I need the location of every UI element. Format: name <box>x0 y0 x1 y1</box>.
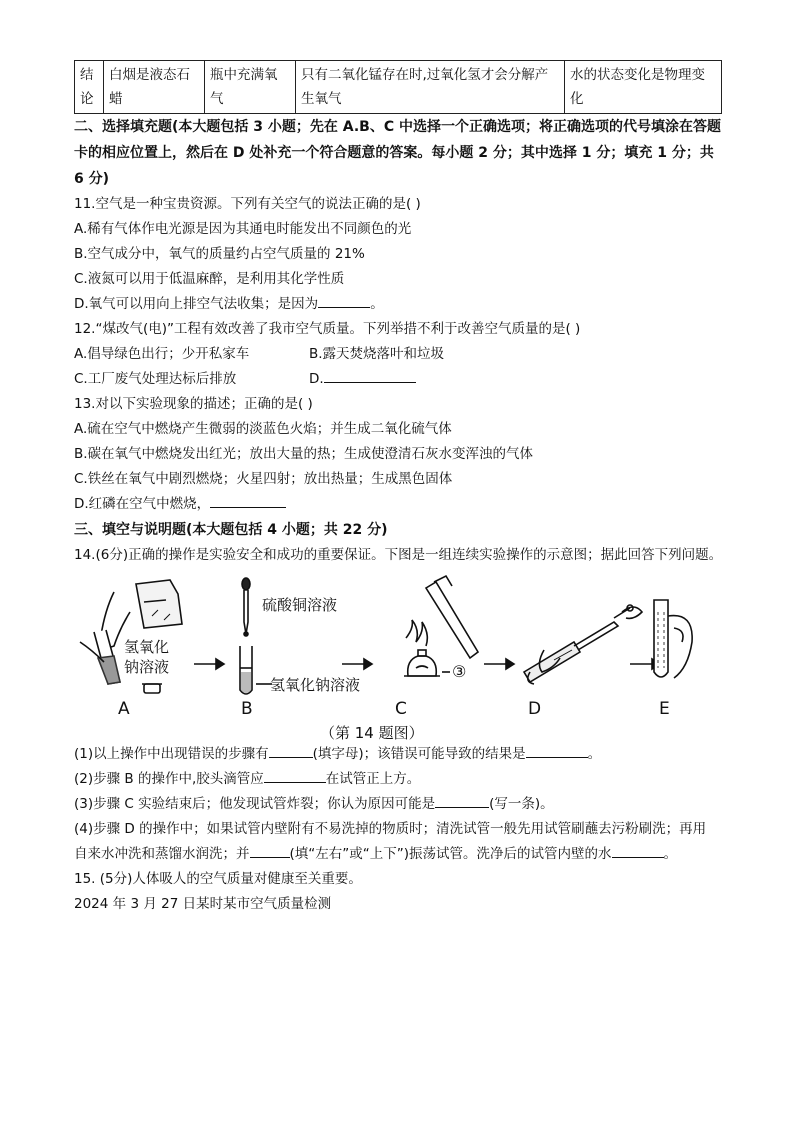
q14-part1-text-b: (填字母)；该错误可能导致的结果是 <box>312 746 526 762</box>
q14-part4-text-b: 自来水冲洗和蒸馏水润洗；并 <box>74 846 250 862</box>
q13-option-d <box>74 492 724 517</box>
q12-stem: 12.“煤改气(电)”工程有效改善了我市空气质量。下列举措不利于改善空气质量的是( ) <box>74 321 581 337</box>
label-naoh-a-line1: 氢氧化 <box>124 638 170 656</box>
q14-part4-text-c: (填“左右”或“上下”)振荡试管。洗净后的试管内壁的水 <box>289 846 612 862</box>
step-e-illustration <box>654 600 692 678</box>
label-naoh-b: 氢氧化钠溶液 <box>270 676 361 694</box>
answer-blank[interactable] <box>435 792 489 808</box>
label-naoh-a-line2: 钠溶液 <box>124 658 170 676</box>
q12-option-d-text: D. <box>309 371 324 387</box>
q15-subtitle: 2024 年 3 月 27 日某时某市空气质量检测 <box>74 896 332 912</box>
q14-part1 <box>74 742 724 767</box>
step-label-e: E <box>659 699 670 719</box>
q13-option-d-text: D.红磷在空气中燃烧， <box>74 496 211 512</box>
q14-part2-text-a: (2)步骤 B 的操作中,胶头滴管应 <box>74 771 264 787</box>
q14-figure <box>74 572 724 742</box>
q14-part3-text-a: (3)步骤 C 实验结束后；他发现试管炸裂；你认为原因可能是 <box>74 796 436 812</box>
q11-option-d-text: D.氧气可以用向上排空气法收集；是因为 <box>74 296 319 312</box>
q12-options-row1 <box>74 342 724 367</box>
q13-option-c: C.铁丝在氧气中剧烈燃烧；火星四射；放出热量；生成黑色固体 <box>74 471 453 487</box>
answer-blank[interactable] <box>210 492 286 508</box>
answer-blank[interactable] <box>250 842 290 858</box>
label-circled-3: ③ <box>452 662 467 681</box>
table-cell-3: 只有二氧化锰存在时,过氧化氢才会分解产生氧气 <box>296 61 565 114</box>
table-row <box>75 61 722 114</box>
q13-stem: 13.对以下实验现象的描述；正确的是( ) <box>74 396 313 412</box>
q12-option-c: C.工厂废气处理达标后排放 <box>74 371 237 387</box>
answer-blank[interactable] <box>269 742 313 758</box>
step-label-c: C <box>395 699 407 719</box>
q11-option-b: B.空气成分中，氧气的质量约占空气质量的 21% <box>74 246 365 262</box>
section2-heading: 二、选择填充题(本大题包括 3 小题；先在 A.B、C 中选择一个正确选项；将正确选项的代号填涂在答题卡的相应位置上，然后在 D 处补充一个符合题意的答案。每小题 2 分；其中选择 1 分；填充 1 分；共 6 分) <box>74 119 721 187</box>
answer-blank[interactable] <box>526 742 588 758</box>
q13-option-a: A.硫在空气中燃烧产生微弱的淡蓝色火焰；并生成二氧化硫气体 <box>74 421 452 437</box>
q14-part2-text-b: 在试管正上方。 <box>325 771 421 787</box>
answer-blank[interactable] <box>264 767 326 783</box>
q14-part2 <box>74 767 724 792</box>
lab-operations-illustration <box>74 572 724 742</box>
answer-blank[interactable] <box>324 367 416 383</box>
q12-option-b: B.露天焚烧落叶和垃圾 <box>309 346 445 362</box>
q12-option-d <box>309 367 416 392</box>
table-cell-1: 白烟是液态石蜡 <box>104 61 205 114</box>
step-d-illustration <box>524 605 642 684</box>
step-label-b: B <box>241 699 253 719</box>
figure-caption: （第 14 题图） <box>320 724 424 742</box>
table-cell-2: 瓶中充满氧气 <box>205 61 296 114</box>
label-cuso4-solution: 硫酸铜溶液 <box>262 596 338 614</box>
q11-stem: 11.空气是一种宝贵资源。下列有关空气的说法正确的是( ) <box>74 196 421 212</box>
answer-blank[interactable] <box>318 292 370 308</box>
q14-part1-text-c: 。 <box>587 746 602 762</box>
q11-option-c: C.液氮可以用于低温麻醉，是利用其化学性质 <box>74 271 345 287</box>
step-a-illustration <box>80 580 182 693</box>
table-cell-4: 水的状态变化是物理变化 <box>565 61 722 114</box>
q11-option-a: A.稀有气体作电光源是因为其通电时能发出不同颜色的光 <box>74 221 412 237</box>
exam-page <box>74 60 724 917</box>
q14-part4-text-a: (4)步骤 D 的操作中；如果试管内壁附有不易洗掉的物质时；清洗试管一般先用试管刷蘸去污粉刷洗；再用 <box>74 821 707 837</box>
q13-option-b: B.碳在氧气中燃烧发出红光；放出大量的热；生成使澄清石灰水变浑浊的气体 <box>74 446 534 462</box>
q14-part3 <box>74 792 724 817</box>
q11-option-d <box>74 292 724 317</box>
q14-part3-text-b: (写一条)。 <box>489 796 554 812</box>
q12-options-row2 <box>74 367 724 392</box>
q14-part4-text-d: 。 <box>663 846 678 862</box>
q14-intro: 14.(6分)正确的操作是实验安全和成功的重要保证。下图是一组连续实验操作的示意图；据此回答下列问题。 <box>74 547 723 563</box>
section3-heading: 三、填空与说明题(本大题包括 4 小题；共 22 分) <box>74 522 388 538</box>
q14-part1-text-a: (1)以上操作中出现错误的步骤有 <box>74 746 269 762</box>
answer-blank[interactable] <box>612 842 664 858</box>
q11-option-d-end: 。 <box>370 296 384 312</box>
step-label-d: D <box>528 699 542 719</box>
step-c-illustration <box>404 576 478 676</box>
q14-part4 <box>74 817 724 867</box>
step-label-a: A <box>118 699 130 719</box>
table-cell-label: 结论 <box>75 61 104 114</box>
conclusion-table <box>74 60 722 114</box>
q15-stem: 15. (5分)人体吸人的空气质量对健康至关重要。 <box>74 871 362 887</box>
q12-option-a: A.倡导绿色出行；少开私家车 <box>74 346 250 362</box>
